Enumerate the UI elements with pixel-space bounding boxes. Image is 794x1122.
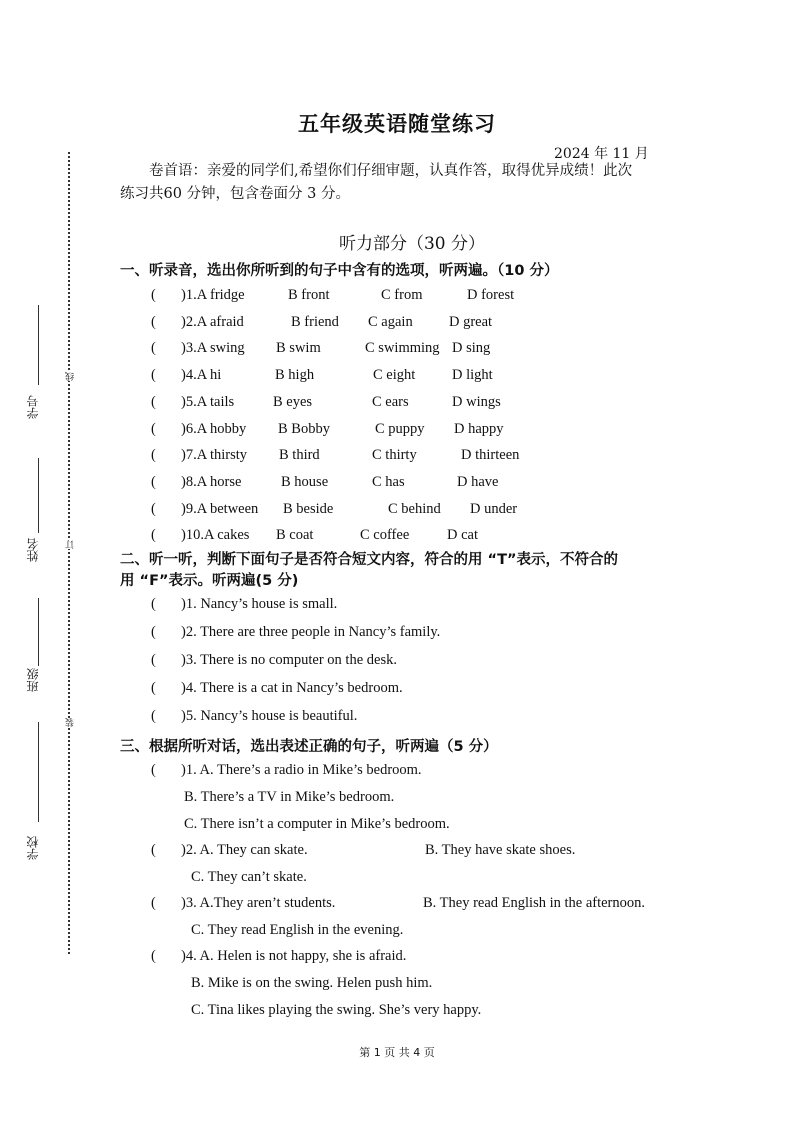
- answer-paren: (: [151, 420, 156, 437]
- answer-paren: (: [151, 680, 156, 696]
- q3-3-option-a: )3. A.They aren’t students.: [181, 895, 336, 911]
- q1-item-option-c: C puppy: [375, 420, 425, 437]
- answer-paren: (: [151, 500, 156, 517]
- section2-heading-line2: 用 “F”表示。听两遍(5 分): [120, 573, 299, 589]
- q1-item-option-a: )7.A thirsty: [181, 447, 248, 464]
- q1-item-option-d: D forest: [467, 287, 515, 303]
- q1-item-option-b: B beside: [283, 500, 334, 517]
- q1-item-option-d: D have: [457, 473, 499, 490]
- q1-item-option-d: D great: [449, 313, 493, 330]
- exam-date: 2024 年 11 月: [554, 146, 649, 162]
- q1-item-option-c: C from: [381, 287, 423, 303]
- q1-item-option-d: D under: [470, 500, 518, 517]
- answer-paren: (: [151, 708, 156, 724]
- class-underline: [38, 598, 39, 666]
- q1-item-option-c: C behind: [388, 500, 441, 517]
- section3-heading: 三、根据所听对话，选出表述正确的句子，听两遍（5 分）: [120, 739, 498, 755]
- q1-item-option-a: )6.A hobby: [181, 420, 247, 437]
- q1-item-option-b: B front: [288, 287, 330, 303]
- answer-paren: (: [151, 596, 156, 612]
- q1-item-option-b: B friend: [291, 313, 339, 330]
- listening-part-title: 听力部分（30 分）: [338, 234, 486, 254]
- q3-2-option-c: C. They can’t skate.: [191, 869, 307, 885]
- q3-2-option-a: )2. A. They can skate.: [181, 842, 308, 858]
- intro-line-2: 练习共60 分钟，包含卷面分 3 分。: [120, 186, 351, 202]
- answer-paren: (: [151, 447, 156, 464]
- q1-item-option-c: C eight: [373, 367, 416, 384]
- q3-1-option-c: C. There isn’t a computer in Mike’s bedroom.: [184, 816, 450, 832]
- binding-mark-bind: 装: [66, 718, 76, 727]
- answer-paren: (: [151, 624, 156, 640]
- name-underline: [38, 458, 39, 533]
- school-underline: [38, 722, 39, 822]
- q3-4-option-c: C. Tina likes playing the swing. She’s very happy.: [191, 1002, 482, 1018]
- answer-paren: (: [151, 762, 156, 778]
- tf-statement: )3. There is no computer on the desk.: [181, 652, 397, 668]
- q1-item-option-c: C ears: [372, 393, 409, 410]
- binding-mark-staple: 订: [66, 540, 76, 549]
- q1-item-option-a: )10.A cakes: [181, 527, 250, 544]
- q1-item-option-c: C swimming: [365, 340, 440, 357]
- label-school: 学校: [26, 836, 40, 860]
- q3-3-option-b: B. They read English in the afternoon.: [423, 895, 646, 911]
- q1-item-option-b: B coat: [276, 527, 314, 544]
- answer-paren: (: [151, 948, 156, 964]
- q1-item-option-d: D wings: [452, 393, 501, 410]
- q1-item-option-d: D light: [452, 367, 493, 384]
- q1-item-option-b: B high: [275, 367, 315, 384]
- tf-statement: )5. Nancy’s house is beautiful.: [181, 708, 358, 724]
- q1-item-option-d: D happy: [454, 420, 504, 437]
- answer-paren: (: [151, 313, 156, 330]
- q1-item-option-d: D cat: [447, 527, 478, 544]
- q3-1-option-a: )1. A. There’s a radio in Mike’s bedroom.: [181, 762, 422, 778]
- student-id-underline: [38, 305, 39, 385]
- q1-item-option-c: C has: [372, 473, 405, 490]
- q1-item-option-a: )9.A between: [181, 500, 259, 517]
- intro-line-1: 卷首语：亲爱的同学们,希望你们仔细审题，认真作答，取得优异成绩！此次: [149, 163, 633, 179]
- answer-paren: (: [151, 527, 156, 544]
- section2-heading-line1: 二、听一听，判断下面句子是否符合短文内容，符合的用 “T”表示，不符合的: [120, 552, 618, 568]
- intro-text: [120, 160, 690, 206]
- binding-dotted-line: [68, 152, 70, 954]
- answer-paren: (: [151, 287, 156, 303]
- q1-item-option-a: )5.A tails: [181, 393, 235, 410]
- q1-item-option-d: D thirteen: [461, 447, 520, 464]
- q1-item-option-a: )4.A hi: [181, 367, 222, 384]
- q3-1-option-b: B. There’s a TV in Mike’s bedroom.: [184, 789, 395, 805]
- q1-item-option-a: )1.A fridge: [181, 287, 245, 303]
- q3-2-option-b: B. They have skate shoes.: [425, 842, 576, 858]
- q1-item-option-a: )3.A swing: [181, 340, 245, 357]
- page-title: 五年级英语随堂练习: [298, 111, 496, 136]
- q1-item-option-a: )8.A horse: [181, 473, 242, 490]
- q1-item-option-c: C thirty: [372, 447, 417, 464]
- q1-item-option-b: B eyes: [273, 393, 313, 410]
- label-class: 班级: [26, 668, 40, 692]
- q1-item-option-d: D sing: [452, 340, 491, 357]
- label-name: 姓名: [26, 538, 40, 562]
- answer-paren: (: [151, 652, 156, 668]
- q3-3-option-c: C. They read English in the evening.: [191, 922, 404, 938]
- q1-item-option-b: B house: [281, 473, 329, 490]
- tf-statement: )4. There is a cat in Nancy’s bedroom.: [181, 680, 403, 696]
- q3-4-option-a: )4. A. Helen is not happy, she is afraid.: [181, 948, 407, 964]
- tf-statement: )2. There are three people in Nancy’s family.: [181, 624, 441, 640]
- binding-mark-line: 线: [66, 372, 76, 381]
- answer-paren: (: [151, 895, 156, 911]
- q1-item-option-a: )2.A afraid: [181, 313, 244, 330]
- q1-item-option-b: B Bobby: [278, 420, 330, 437]
- answer-paren: (: [151, 393, 156, 410]
- q1-item-option-c: C again: [368, 313, 413, 330]
- answer-paren: (: [151, 340, 156, 357]
- page-footer: 第 1 页 共 4 页: [359, 1046, 435, 1059]
- answer-paren: (: [151, 473, 156, 490]
- section1-heading: 一、听录音，选出你所听到的句子中含有的选项，听两遍。（10 分）: [120, 263, 559, 279]
- q3-4-option-b: B. Mike is on the swing. Helen push him.: [191, 975, 433, 991]
- answer-paren: (: [151, 367, 156, 384]
- tf-statement: )1. Nancy’s house is small.: [181, 596, 338, 612]
- q1-item-option-b: B swim: [276, 340, 321, 357]
- q1-item-option-c: C coffee: [360, 527, 410, 544]
- q1-item-option-b: B third: [279, 447, 320, 464]
- label-student-id: 学号: [26, 395, 40, 419]
- answer-paren: (: [151, 842, 156, 858]
